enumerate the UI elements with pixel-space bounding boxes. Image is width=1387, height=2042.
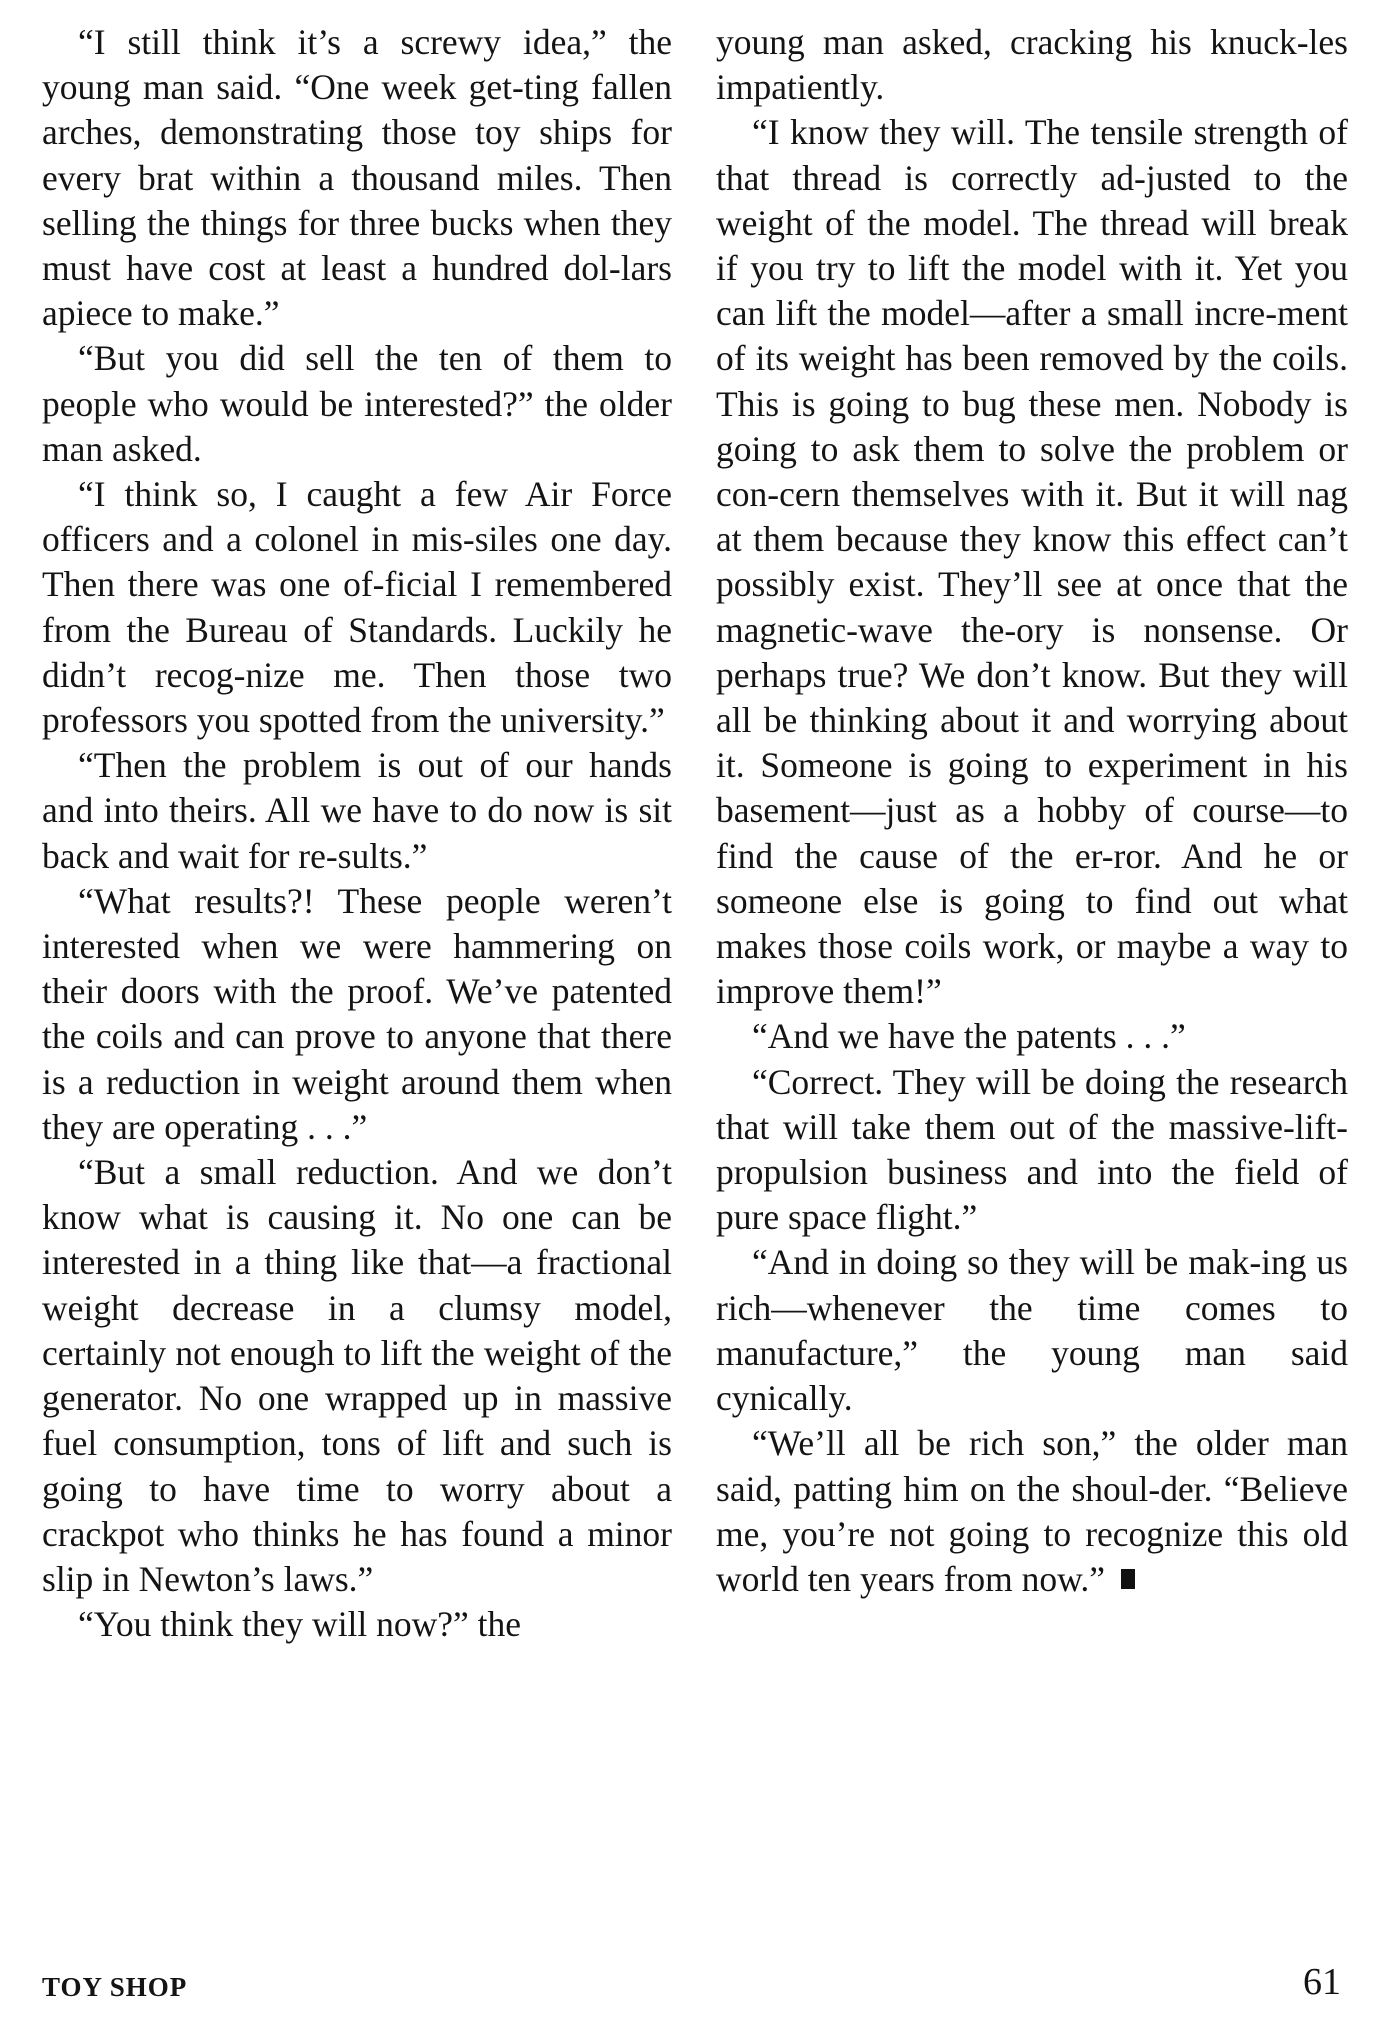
running-title: TOY SHOP — [42, 1972, 188, 2002]
paragraph: “Correct. They will be doing the research that will take them out of the massive-lift-propulsion business and into the field of pure space flight.” — [716, 1061, 1348, 1238]
paragraph: “Then the problem is out of our hands and into theirs. All we have to do now is sit back and wait for re-sults.” — [42, 745, 672, 876]
page-number: 61 — [1303, 1961, 1341, 2003]
right-column — [716, 20, 1348, 1602]
paragraph: “And we have the patents . . .” — [752, 1016, 1186, 1057]
paragraph: “I still think it’s a screwy idea,” the young man said. “One week get-ting fallen arches, demonstrating those toy ships for every brat within a thousand miles. Then selling the things for three bucks when they must have cost at least a hundred dol-lars apiece to make.” — [42, 22, 672, 334]
paragraph: “I know they will. The tensile strength of that thread is correctly ad-justed to the weight of the model. The thread will break if you try to lift the model with it. Yet you can lift the model—after a small incre-ment of its weight has been removed by the coils. This is going to bug these men. Nobody is going to ask them to solve the problem or con-cern themselves with it. But it will nag at them because they know this effect can’t possibly exist. They’ll see at once that the magnetic-wave the-ory is nonsense. Or perhaps true? We don’t know. But they will all be thinking about it and worrying about it. Someone is going to experiment in his basement—just as a hobby of course—to find the cause of the er-ror. And he or someone else is going to find out what makes those coils work, or maybe a way to improve them!” — [716, 112, 1348, 1012]
paragraph-text: “We’ll all be rich son,” the older man said, patting him on the shoul-der. “Believe me, you’re not going to recognize this old world ten years from now.” — [716, 1423, 1348, 1599]
end-of-story-mark — [1121, 1569, 1135, 1589]
paragraph: “I think so, I caught a few Air Force officers and a colonel in mis-siles one day. Then there was one of-ficial I remembered from the Bureau of Standards. Luckily he didn’t recog-nize me. Then those two professors you spotted from the university.” — [42, 474, 672, 741]
paragraph: “You think they will now?” the — [78, 1604, 522, 1645]
paragraph: “But you did sell the ten of them to people who would be interested?” the older man asked. — [42, 338, 672, 469]
paragraph: “What results?! These people weren’t interested when we were hammering on their doors with the proof. We’ve patented the coils and can prove to anyone that there is a reduction in weight around them when they are operating . . .” — [42, 880, 672, 1147]
paragraph: “But a small reduction. And we don’t know what is causing it. No one can be interested in a thing like that—a fractional weight decrease in a clumsy model, certainly not enough to lift the weight of the generator. No one wrapped up in massive fuel consumption, tons of lift and such is going to have time to worry about a crackpot who thinks he has found a minor slip in Newton’s laws.” — [42, 1152, 672, 1599]
paragraph: “And in doing so they will be mak-ing us rich—whenever the time comes to manufacture,” the young man said cynically. — [716, 1242, 1348, 1419]
paragraph: young man asked, cracking his knuck-les impatiently. — [716, 22, 1348, 108]
final-paragraph — [716, 1421, 1348, 1602]
left-column — [42, 20, 672, 1647]
